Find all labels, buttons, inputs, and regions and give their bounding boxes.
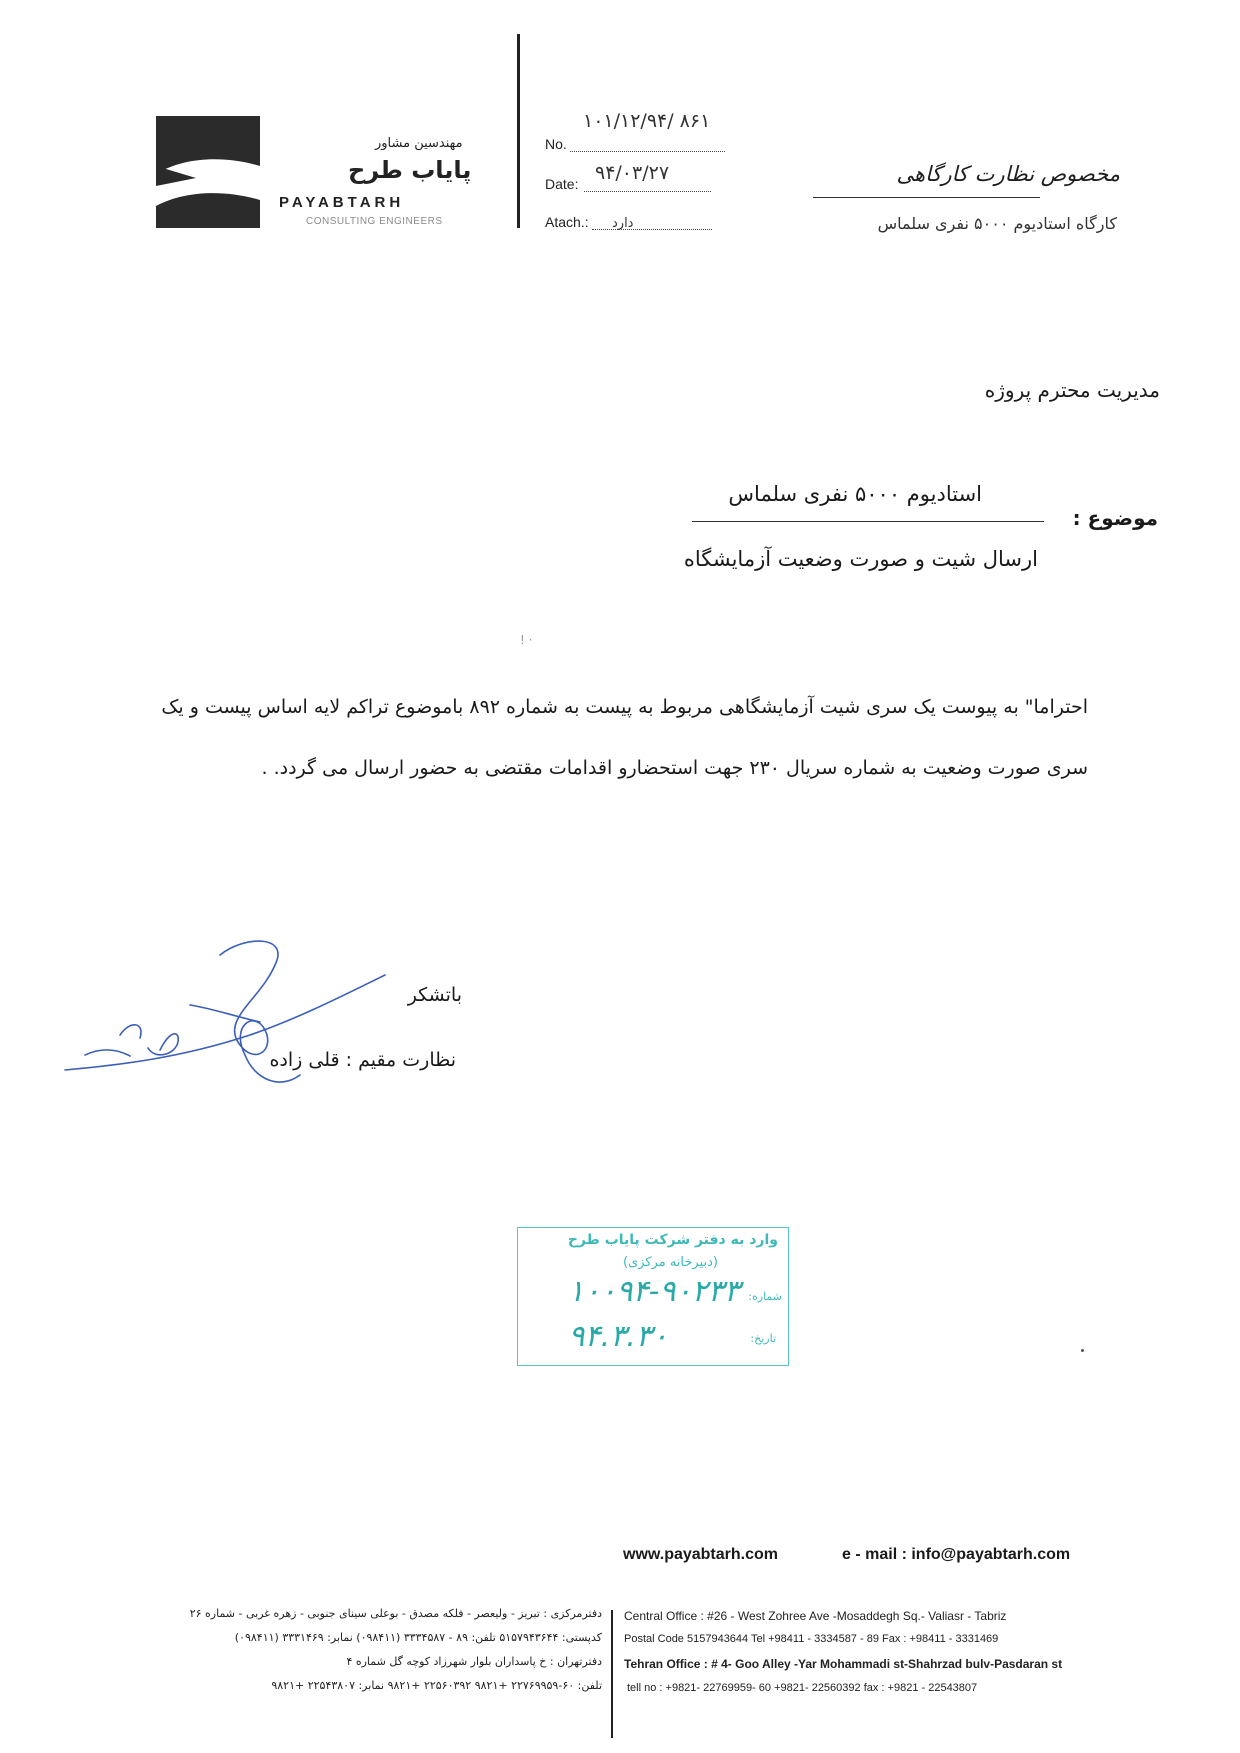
footer-website: www.payabtarh.com	[623, 1546, 778, 1563]
footer-fa-postal: کدپستی: ۵۱۵۷۹۴۳۶۴۴ تلفن: ۸۹ - ۳۳۳۴۵۸۷ (۰۹۸۴۱۱) نمابر: ۳۳۳۱۴۶۹ (۰۹۸۴۱۱)	[234, 1631, 602, 1644]
footer-email: e - mail : info@payabtarh.com	[842, 1546, 1071, 1563]
logo-en-subtitle: CONSULTING ENGINEERS	[306, 216, 443, 227]
no-dotted-line	[570, 151, 725, 152]
stray-mark: ! ·	[520, 633, 533, 647]
stray-dot	[1081, 1349, 1084, 1352]
footer-en-central-office: Central Office : #26 - West Zohree Ave -Mosaddegh Sq.- Valiasr - Tabriz	[624, 1609, 1007, 1623]
addressee: مدیریت محترم پروژه	[984, 378, 1160, 402]
paragraph-line-2: سری صورت وضعیت به شماره سریال ۲۳۰ جهت استحضارو اقدامات مقتضی به حضور ارسال می گردد. .	[261, 757, 1088, 779]
subject-underline	[692, 521, 1044, 522]
logo-fa-subtitle: مهندسین مشاور	[375, 136, 463, 151]
paragraph-line-1: احتراما" به پیوست یک سری شیت آزمایشگاهی مربوط به پیست به شماره ۸۹۲ باموضوع تراکم لایه اساس پیست و یک	[161, 696, 1088, 718]
footer-en-tehran-phones: tell no : +9821- 22769959- 60 +9821- 22560392 fax : +9821 - 22543807	[627, 1682, 978, 1694]
date-label: Date:	[545, 176, 579, 192]
date-dotted-line	[584, 191, 711, 192]
footer-fa-tehran-phones: تلفن: ۶۰-۲۲۷۶۹۹۵۹ +۹۸۲۱ ۲۲۵۶۰۳۹۲ +۹۸۲۱ نمابر: ۲۲۵۴۳۸۰۷ +۹۸۲۱	[271, 1679, 602, 1692]
receipt-stamp	[517, 1227, 789, 1366]
reference-number: ۱۰۱/۱۲/۹۴/ ۸۶۱	[583, 110, 711, 132]
special-supervision-title: مخصوص نظارت کارگاهی	[896, 162, 1120, 186]
stamp-date-value: ۹۴.۳.۳۰	[568, 1319, 668, 1354]
no-label: No.	[545, 136, 567, 152]
header-divider	[517, 34, 520, 228]
handwritten-signature	[60, 930, 400, 1104]
stamp-number-label: شماره:	[748, 1290, 782, 1303]
date-value: ۹۴/۰۳/۲۷	[595, 162, 670, 184]
company-logo-mark	[156, 116, 260, 228]
subject-line-1: استادیوم ۵۰۰۰ نفری سلماس	[728, 482, 982, 506]
stamp-subtitle: (دبیرخانه مرکزی)	[622, 1255, 718, 1270]
logo-fa-name: پایاب طرح	[348, 156, 472, 184]
footer-en-postal: Postal Code 5157943644 Tel +98411 - 3334587 - 89 Fax : +98411 - 3331469	[624, 1633, 999, 1645]
footer-fa-central-office: دفترمرکزی : تبریز - ولیعصر - فلکه مصدق - بوعلی سینای جنوبی - زهره غربی - شماره ۲۶	[189, 1607, 602, 1620]
stamp-title: وارد به دفتر شرکت پایاب طرح	[567, 1232, 778, 1248]
special-title-underline	[813, 197, 1040, 198]
footer-fa-tehran-office: دفترتهران : خ پاسداران بلوار شهرزاد کوچه گل شماره ۴	[346, 1655, 602, 1668]
attachment-value: دارد	[612, 216, 634, 231]
signer-name: نظارت مقیم : قلی زاده	[269, 1049, 456, 1071]
attachment-dotted-line	[592, 229, 712, 230]
stamp-number-value: ۱۰۰۹۴-۹۰۲۳۳	[568, 1274, 740, 1309]
workshop-name: کارگاه استادیوم ۵۰۰۰ نفری سلماس	[877, 214, 1117, 233]
subject-label: موضوع :	[1072, 506, 1158, 530]
stamp-date-label: تاریخ:	[750, 1332, 776, 1345]
footer-divider	[611, 1610, 613, 1738]
closing-thanks: باتشکر	[407, 984, 462, 1006]
footer-en-tehran-office: Tehran Office : # 4- Goo Alley -Yar Mohammadi st-Shahrzad bulv-Pasdaran st	[624, 1657, 1063, 1671]
logo-en-name: PAYABTARH	[279, 194, 405, 211]
subject-line-2: ارسال شیت و صورت وضعیت آزمایشگاه	[683, 547, 1038, 571]
attachment-label: Atach.:	[545, 214, 589, 230]
